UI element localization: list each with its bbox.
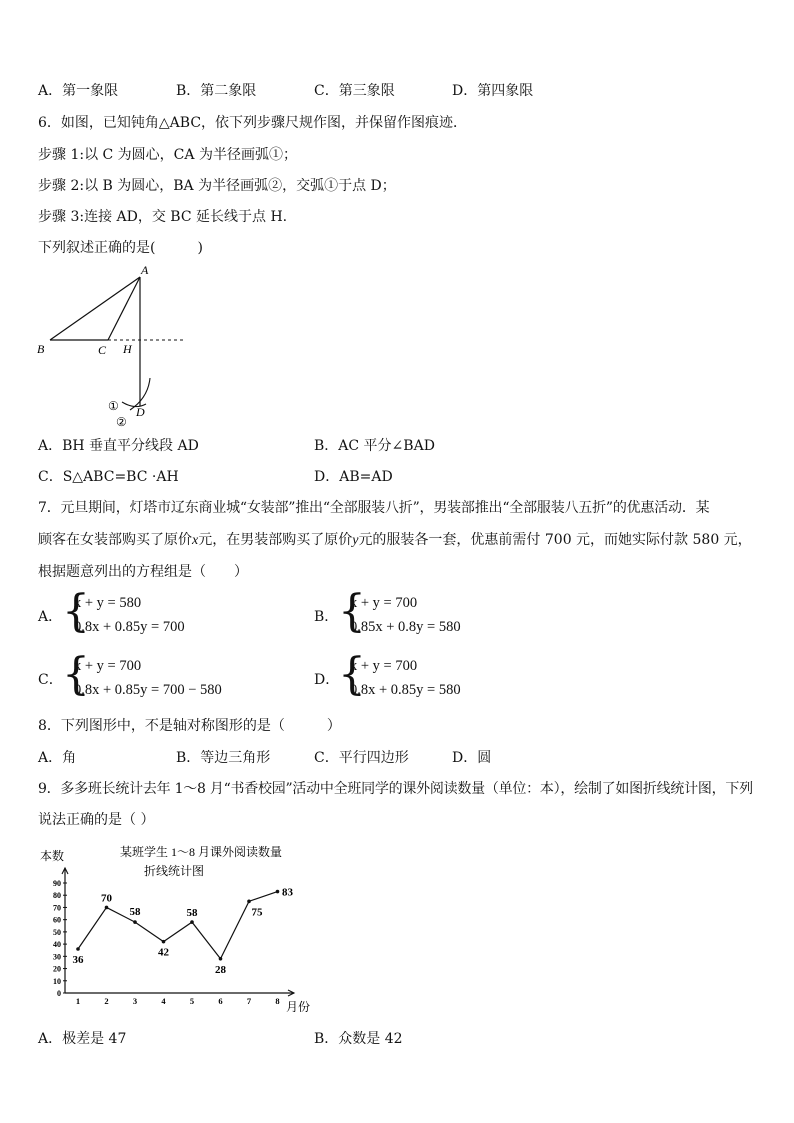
q7-line2-part1: 顾客在女装部购买了原价 [38,532,192,548]
q7-option-b-label: B． [314,609,339,625]
q9-line1: 9．多多班长统计去年 1～8 月“书香校园”活动中全班同学的课外阅读数量（单位：本），绘制了如图折线统计图，下列 [38,781,753,797]
q9-option-b: B．众数是 42 [314,1031,403,1047]
q6-step1: 步骤 1:以 C 为圆心，CA 为半径画弧①； [38,147,297,163]
x-tick-label-2: 2 [104,996,109,1006]
y-tick-label-10: 10 [53,976,61,986]
label-c: C [98,343,107,357]
y-tick-label-30: 30 [53,952,61,962]
q8-stem: 8．下列图形中，不是轴对称图形的是（ ） [38,718,341,734]
label-h: H [123,342,132,356]
brace-icon: { [338,586,366,637]
q8-option-a: A．角 [38,750,77,766]
equation-2: 0.85x + 0.8y = 580 [350,619,461,635]
x-tick-label-1: 1 [75,996,81,1006]
data-label-5: 58 [186,907,198,920]
q7-line2-part2: 元，在男装部购买了原价 [198,532,353,548]
data-point-6 [219,957,223,961]
data-point-1 [76,947,80,951]
q6-stem: 6．如图，已知钝角△ABC，依下列步骤尺规作图，并保留作图痕迹． [38,115,468,131]
label-b: B [37,342,45,356]
y-tick-label-40: 40 [53,940,61,950]
q5-option-a: A．第一象限 [38,83,119,99]
q7-option-c-label: C． [38,672,63,688]
x-tick-label-4: 4 [161,996,166,1006]
reading-line-chart [36,840,326,1020]
y-tick-label-0: 0 [57,989,61,998]
q5-option-d: D．第四象限 [452,83,534,99]
equation-2: 0.8x + 0.85y = 700 [74,619,185,635]
q7-option-b-system [338,586,538,640]
data-label-2: 70 [101,892,112,905]
chart-title: 某班学生 1～8 月课外阅读数量 [120,845,283,859]
x-tick-label-5: 5 [189,996,195,1006]
data-point-3 [133,920,137,924]
q7-line3: 根据题意列出的方程组是（ ） [38,564,248,580]
x-tick-label-6: 6 [218,996,223,1006]
label-d: D [136,405,145,419]
x-tick-label-3: 3 [132,996,138,1006]
q7-line2-part3: 元的服装各一套，优惠前需付 700 元，而她实际付款 580 元， [358,532,752,548]
brace-icon: { [62,586,90,637]
data-label-4: 42 [158,946,169,959]
data-point-2 [105,906,109,910]
y-tick-label-60: 60 [53,915,61,925]
q7-option-d-label: D． [314,672,340,688]
brace-icon: { [62,649,90,700]
chart-ylabel: 本数 [40,849,65,863]
q5-option-c: C．第三象限 [314,83,395,99]
y-tick-label-20: 20 [53,964,61,974]
data-point-5 [190,920,194,924]
q8-option-c: C．平行四边形 [314,750,409,766]
equation-1: x + y = 700 [350,658,418,674]
data-point-4 [162,940,166,944]
q7-option-a-label: A． [38,609,63,625]
q6-option-a: A．BH 垂直平分线段 AD [38,438,199,454]
equation-1: x + y = 700 [74,658,142,674]
data-label-7: 75 [251,906,263,919]
y-tick-label-90: 90 [53,879,61,888]
q8-option-d: D．圆 [452,750,492,766]
q6-option-b: B．AC 平分∠BAD [314,438,435,454]
label-arc2: ② [116,415,127,429]
data-label-8: 83 [282,886,293,899]
equation-2: 0.8x + 0.85y = 580 [350,682,461,698]
equation-1: x + y = 580 [74,595,142,611]
data-label-6: 28 [215,963,226,976]
q7-option-c-system [62,649,282,703]
q7-var-y: y [352,533,359,548]
brace-icon: { [338,649,366,700]
q6-step3: 步骤 3:连接 AD，交 BC 延长线于点 H. [38,209,288,225]
segment-ca [108,277,140,340]
data-label-1: 36 [72,954,84,966]
q7-line2 [38,531,752,550]
q6-option-c: C．S△ABC=BC ·AH [38,469,179,485]
x-tick-label-7: 7 [246,996,252,1006]
chart-subtitle: 折线统计图 [144,864,205,878]
y-tick-label-70: 70 [53,903,61,913]
data-label-3: 58 [129,906,141,919]
q6-option-d: D．AB=AD [314,469,393,485]
data-point-7 [247,900,251,904]
equation-1: x + y = 700 [350,595,418,611]
q6-step2: 步骤 2:以 B 为圆心，BA 为半径画弧②，交弧①于点 D； [38,178,396,194]
segment-ba [50,277,140,340]
q6-figure [34,260,194,432]
equation-2: 0.8x + 0.85y = 700 − 580 [74,682,222,698]
q7-option-a-system [62,586,262,640]
y-tick-label-50: 50 [53,927,61,937]
y-tick-label-80: 80 [53,891,61,901]
q8-option-b: B．等边三角形 [176,750,271,766]
q6-question: 下列叙述正确的是( ) [38,240,203,256]
q7-option-d-system [338,649,538,703]
q7-var-x: x [192,533,199,548]
q9-line2: 说法正确的是（ ） [38,812,155,828]
q5-option-b: B．第二象限 [176,83,257,99]
x-tick-label-8: 8 [275,996,280,1006]
q7-line1: 7．元旦期间，灯塔市辽东商业城“女装部”推出“全部服装八折”，男装部推出“全部服装八五折”的优惠活动．某 [38,500,710,516]
label-a: A [141,263,149,277]
label-arc1: ① [108,399,119,413]
chart-xlabel: 月份 [286,1000,311,1014]
data-point-8 [276,890,280,894]
q9-option-a: A．极差是 47 [38,1031,127,1047]
